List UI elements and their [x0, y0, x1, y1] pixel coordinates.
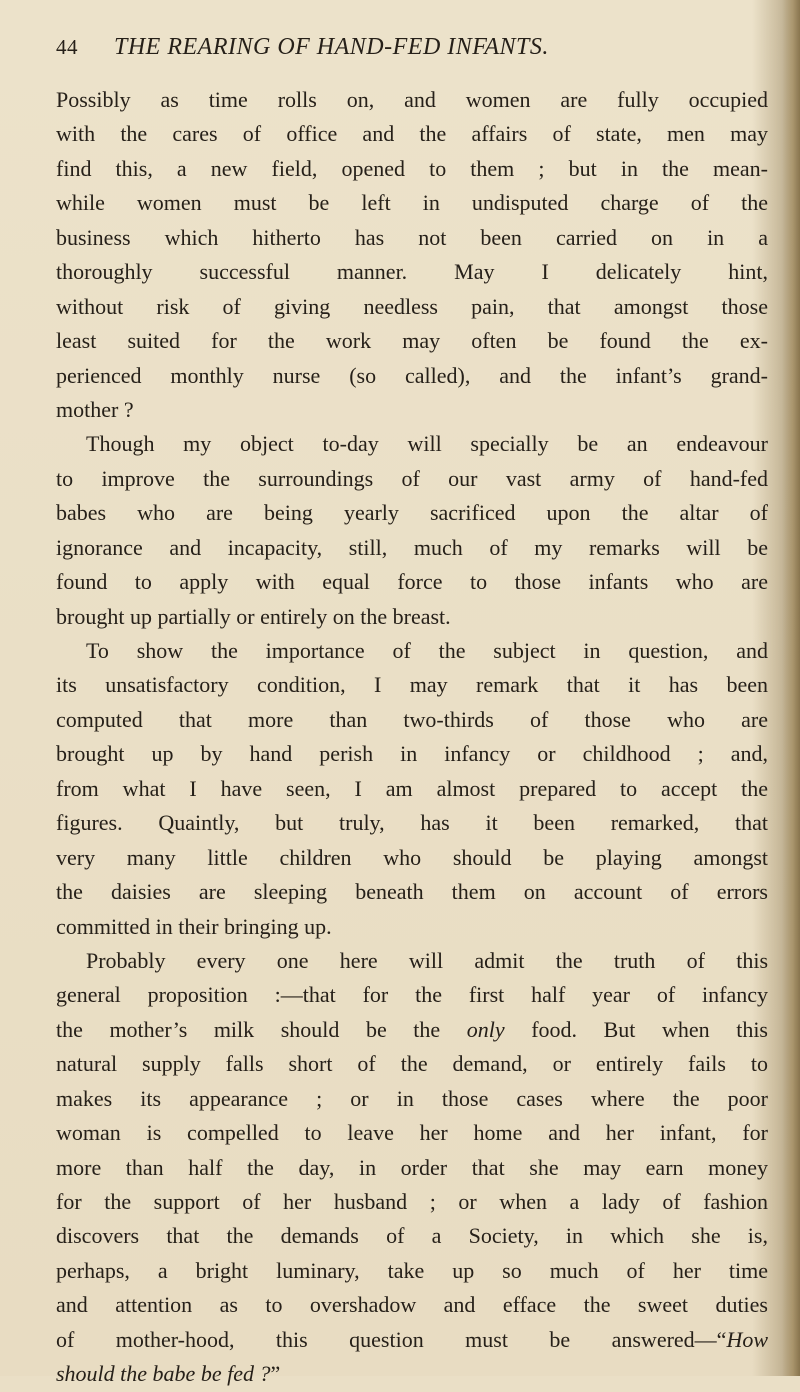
text-line: business which hitherto has not been carried on in a — [56, 224, 768, 250]
text-line: mother ? — [56, 396, 134, 422]
emphasis-text: should the babe be fed ? — [56, 1361, 271, 1387]
text-line: found to apply with equal force to those infants who are — [56, 569, 768, 595]
text-line: woman is compelled to leave her home and her infant, for — [56, 1120, 768, 1146]
text-line: very many little children who should be playing amongst — [56, 844, 768, 870]
text-line: committed in their bringing up. — [56, 913, 332, 939]
text-line: brought up partially or entirely on the breast. — [56, 603, 451, 629]
text-line: babes who are being yearly sacrificed upon the altar of — [56, 500, 768, 526]
emphasis-text: How — [726, 1326, 768, 1352]
text-line: least suited for the work may often be found the ex- — [56, 328, 768, 354]
text-line: ignorance and incapacity, still, much of my remarks will be — [56, 534, 768, 560]
text-line: find this, a new field, opened to them ; but in the mean- — [56, 155, 768, 181]
body-text — [56, 83, 768, 1392]
text-line — [56, 1357, 768, 1391]
text-run: ” — [270, 1361, 281, 1387]
paragraph-start-line: Probably every one here will admit the truth of this — [86, 947, 768, 973]
text-line: figures. Quaintly, but truly, has it been remarked, that — [56, 810, 768, 836]
text-line: discovers that the demands of a Society, in which she is, — [56, 1223, 768, 1249]
running-title: THE REARING OF HAND-FED INFANTS. — [114, 34, 549, 60]
text-line: Possibly as time rolls on, and women are fully occupied — [56, 87, 768, 112]
text-line: for the support of her husband ; or when a lady of fashion — [56, 1189, 768, 1214]
text-line: to improve the surroundings of our vast army of hand-fed — [56, 465, 768, 491]
text-line: perienced monthly nurse (so called), and the infant’s grand- — [56, 362, 768, 388]
text-line: general proposition :—that for the first half year of infancy — [56, 982, 768, 1008]
text-line: computed that more than two-thirds of those who are — [56, 706, 768, 732]
text-line: makes its appearance ; or in those cases where the poor — [56, 1085, 768, 1111]
text-line: perhaps, a bright luminary, take up so much of her time — [56, 1257, 768, 1283]
text-line: without risk of giving needless pain, that amongst those — [56, 293, 768, 319]
running-head — [56, 30, 696, 64]
paragraph-start-line: To show the importance of the subject in question, and — [86, 638, 768, 663]
page-number: 44 — [56, 35, 78, 59]
text-line: with the cares of office and the affairs of state, men may — [56, 121, 768, 147]
text-line — [56, 1013, 768, 1047]
text-line: thoroughly successful manner. May I delicately hint, — [56, 259, 768, 285]
text-run: the mother’s milk should be the — [56, 1016, 467, 1042]
text-run: food. But when this — [504, 1016, 768, 1042]
text-line: more than half the day, in order that she may earn money — [56, 1154, 768, 1180]
text-line: brought up by hand perish in infancy or childhood ; and, — [56, 741, 768, 767]
text-line: and attention as to overshadow and efface the sweet duties — [56, 1292, 768, 1318]
emphasis-text: only — [466, 1016, 505, 1042]
page-edge-shadow — [782, 0, 800, 1376]
text-line — [56, 1323, 768, 1357]
text-line: its unsatisfactory condition, I may remark that it has been — [56, 672, 768, 698]
text-run: of mother-hood, this question must be answered—“ — [56, 1326, 727, 1352]
text-line: from what I have seen, I am almost prepared to accept the — [56, 775, 768, 801]
paragraph-start-line: Though my object to-day will specially be an endeavour — [86, 431, 768, 457]
text-line: natural supply falls short of the demand, or entirely fails to — [56, 1051, 768, 1077]
text-line: the daisies are sleeping beneath them on account of errors — [56, 879, 768, 905]
text-line: while women must be left in undisputed charge of the — [56, 190, 768, 216]
